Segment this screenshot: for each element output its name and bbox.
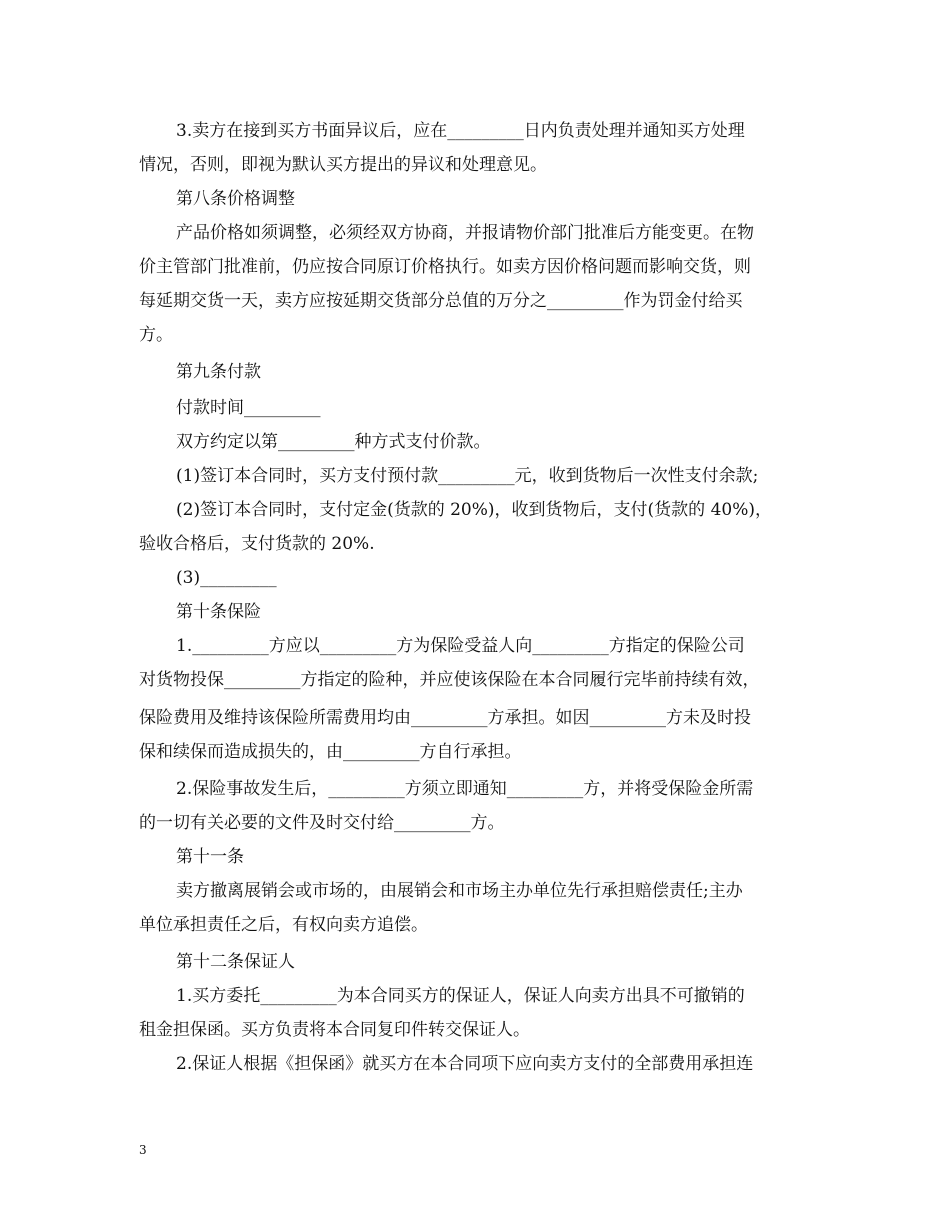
- text-line: 单位承担责任之后，有权向卖方追偿。: [139, 915, 428, 935]
- text-line: 付款时间_________: [176, 398, 321, 418]
- text-line: 3.卖方在接到买方书面异议后，应在_________日内负责处理并通知买方处理: [176, 121, 745, 141]
- text-line: 产品价格如须调整，必须经双方协商，并报请物价部门批准后方能变更。在物: [176, 223, 754, 243]
- text-line: 双方约定以第_________种方式支付价款。: [176, 432, 491, 452]
- text-line: (2)签订本合同时，支付定金(货款的 20%)，收到货物后，支付(货款的 40%)，: [176, 500, 772, 520]
- section-heading: 第九条付款: [176, 362, 261, 382]
- text-line: 保和续保而造成损失的，由_________方自行承担。: [139, 742, 522, 762]
- text-line: 价主管部门批准前，仍应按合同原订价格执行。如卖方因价格问题而影响交货，则: [139, 257, 751, 277]
- section-heading: 第十二条保证人: [176, 952, 295, 972]
- text-line: 1._________方应以_________方为保险受益人向_________方指定的保险公司: [176, 636, 745, 656]
- text-line: 每延期交货一天，卖方应按延期交货部分总值的万分之_________作为罚金付给买: [139, 291, 743, 311]
- text-line: 验收合格后，支付货款的 20%.: [139, 534, 375, 554]
- text-line: 对货物投保_________方指定的险种，并应使该保险在本合同履行完毕前持续有效，: [139, 670, 760, 690]
- text-line: (1)签订本合同时，买方支付预付款_________元，收到货物后一次性支付余款;: [176, 466, 759, 486]
- text-line: 2.保险事故发生后，_________方须立即通知_________方，并将受保险金所需: [176, 779, 754, 799]
- text-line: 卖方撤离展销会或市场的，由展销会和市场主办单位先行承担赔偿责任;主办: [176, 881, 743, 901]
- text-line: 2.保证人根据《担保函》就买方在本合同项下应向卖方支付的全部费用承担连: [176, 1054, 754, 1074]
- text-line: 的一切有关必要的文件及时交付给_________方。: [139, 813, 505, 833]
- text-line: 租金担保函。买方负责将本合同复印件转交保证人。: [139, 1020, 530, 1040]
- text-line: 1.买方委托_________为本合同买方的保证人，保证人向卖方出具不可撤销的: [176, 986, 745, 1006]
- text-line: (3)_________: [176, 568, 277, 588]
- section-heading: 第十条保险: [176, 602, 261, 622]
- page-number: 3: [139, 1143, 147, 1157]
- text-line: 保险费用及维持该保险所需费用均由_________方承担。如因_________方未及时投: [139, 708, 751, 728]
- text-line: 方。: [139, 325, 173, 345]
- section-heading: 第八条价格调整: [176, 189, 295, 209]
- text-line: 情况，否则，即视为默认买方提出的异议和处理意见。: [139, 155, 547, 175]
- section-heading: 第十一条: [176, 847, 244, 867]
